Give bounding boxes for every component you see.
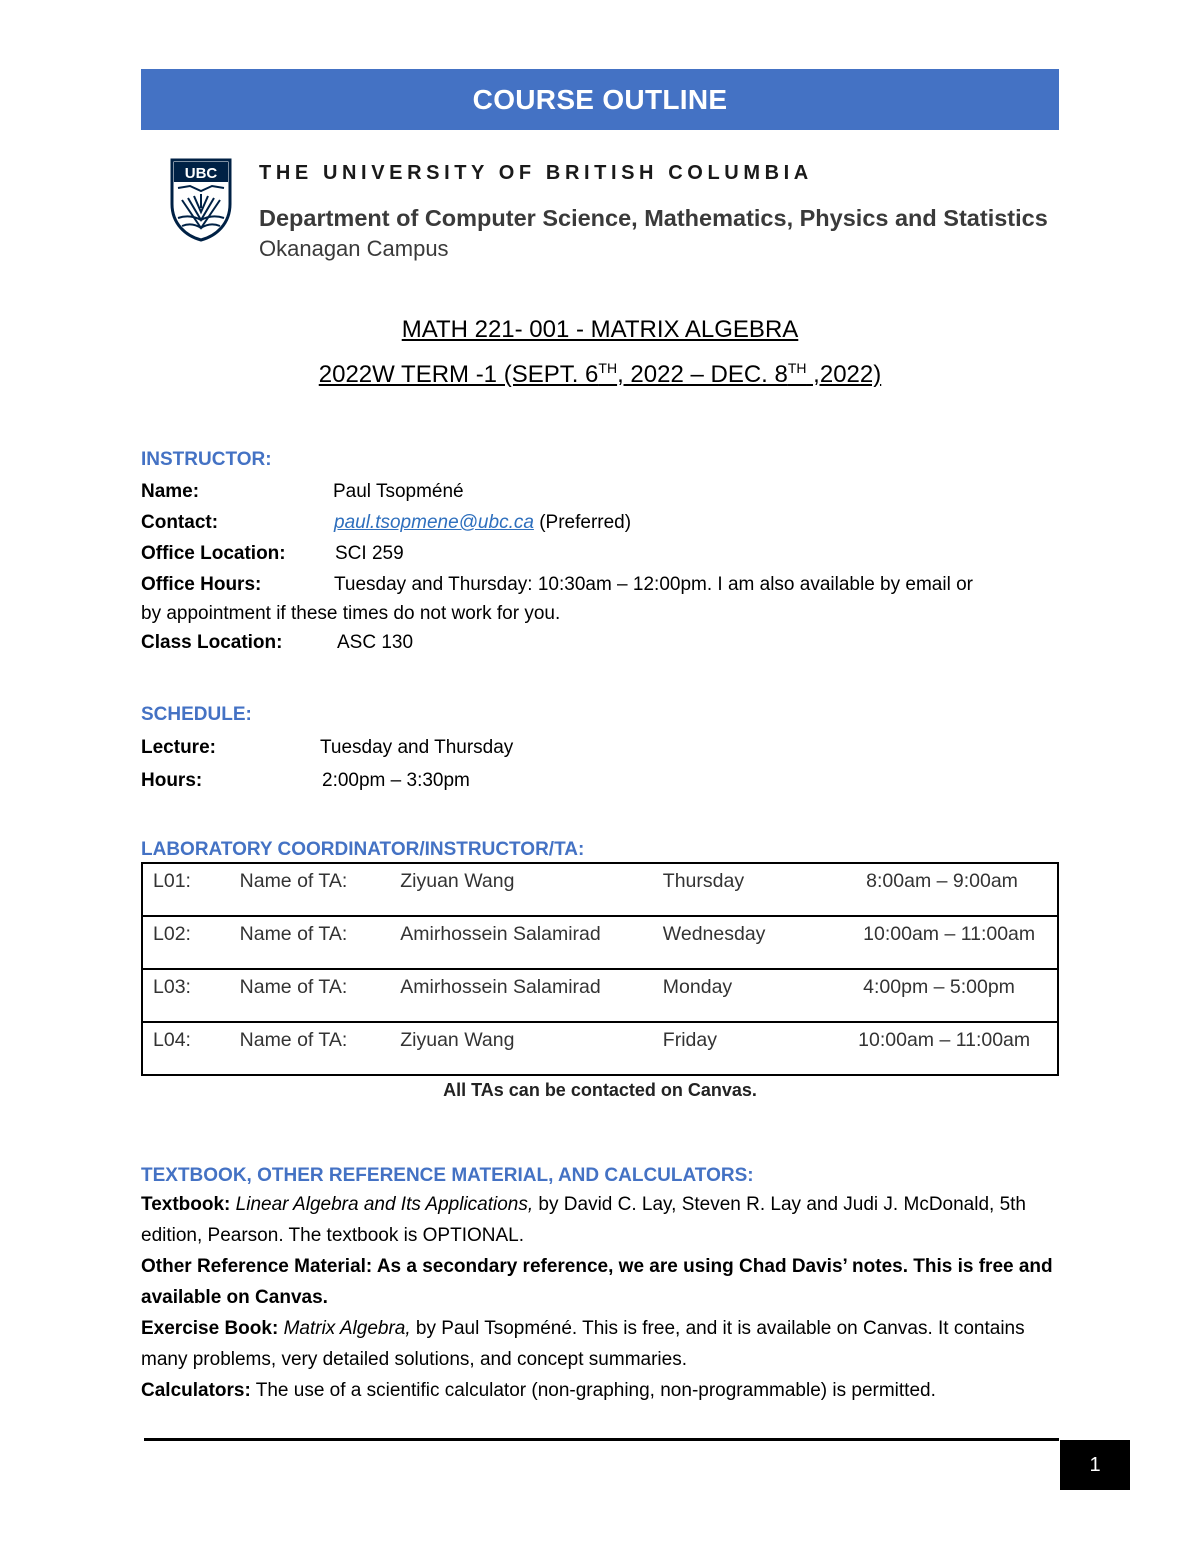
footer-divider	[144, 1438, 1059, 1441]
lecture-label: Lecture:	[141, 737, 216, 758]
ta-label: Name of TA:	[240, 916, 401, 969]
exercise-title: Matrix Algebra,	[283, 1318, 411, 1339]
lab-time: 4:00pm – 5:00pm	[854, 969, 1058, 1022]
ta-name: Ziyuan Wang	[400, 1022, 663, 1075]
department-name: Department of Computer Science, Mathematics, Physics and Statistics	[259, 205, 1048, 231]
table-row	[142, 1022, 1058, 1075]
lab-time: 10:00am – 11:00am	[854, 916, 1058, 969]
instructor-heading: INSTRUCTOR:	[141, 449, 272, 470]
lab-day: Wednesday	[663, 916, 854, 969]
university-name: THE UNIVERSITY OF BRITISH COLUMBIA	[259, 162, 813, 184]
table-row	[142, 969, 1058, 1022]
lab-section: L02:	[142, 916, 240, 969]
calculator-text: The use of a scientific calculator (non-graphing, non-programmable) is permitted.	[250, 1380, 936, 1401]
table-row	[142, 916, 1058, 969]
course-title: MATH 221- 001 - MATRIX ALGEBRA	[401, 316, 799, 343]
logo-text: UBC	[184, 165, 218, 182]
course-term: 2022W TERM -1 (SEPT. 6TH, 2022 – DEC. 8TH ,2022)	[318, 360, 882, 388]
textbook-section	[141, 1189, 1066, 1406]
ta-label: Name of TA:	[240, 1022, 401, 1075]
ta-name: Amirhossein Salamirad	[400, 969, 663, 1022]
campus-name: Okanagan Campus	[259, 236, 449, 261]
instructor-name: Paul Tsopméné	[333, 481, 464, 502]
contact-label: Contact:	[141, 512, 219, 533]
office-location: SCI 259	[335, 543, 404, 564]
ta-name: Amirhossein Salamirad	[400, 916, 663, 969]
lecture-hours: 2:00pm – 3:30pm	[322, 770, 470, 791]
exercise-paragraph	[141, 1313, 1066, 1375]
office-location-label: Office Location:	[141, 543, 286, 564]
instructor-email-link[interactable]: paul.tsopmene@ubc.ca	[334, 512, 534, 533]
ta-label: Name of TA:	[240, 863, 401, 916]
reference-label: Other Reference Material:	[141, 1256, 373, 1277]
textbook-label: Textbook:	[141, 1194, 231, 1215]
lab-time: 10:00am – 11:00am	[854, 1022, 1058, 1075]
table-row	[142, 863, 1058, 916]
ta-name: Ziyuan Wang	[400, 863, 663, 916]
labs-heading: LABORATORY COORDINATOR/INSTRUCTOR/TA:	[141, 839, 585, 860]
contact-note: (Preferred)	[539, 512, 632, 533]
reference-text: As a secondary reference, we are using Chad Davis’ notes. This is free and available on Canvas.	[141, 1256, 1053, 1308]
textbook-details: by David C. Lay, Steven R. Lay and Judi J. McDonald, 5th edition, Pearson. The textbook is OPTIONAL.	[141, 1194, 1026, 1246]
ubc-crest-logo	[170, 158, 232, 242]
reference-paragraph	[141, 1251, 1066, 1313]
ta-label: Name of TA:	[240, 969, 401, 1022]
name-label: Name:	[141, 481, 200, 502]
hours-label: Hours:	[141, 770, 203, 791]
lab-time: 8:00am – 9:00am	[854, 863, 1058, 916]
lab-day: Thursday	[663, 863, 854, 916]
class-location: ASC 130	[337, 632, 414, 653]
lab-section: L04:	[142, 1022, 240, 1075]
page-number: 1	[1060, 1440, 1130, 1490]
lab-day: Friday	[663, 1022, 854, 1075]
class-location-label: Class Location:	[141, 632, 283, 653]
schedule-heading: SCHEDULE:	[141, 704, 252, 725]
textbook-heading: TEXTBOOK, OTHER REFERENCE MATERIAL, AND CALCULATORS:	[141, 1165, 754, 1186]
textbook-paragraph	[141, 1189, 1066, 1251]
textbook-title: Linear Algebra and Its Applications,	[235, 1194, 534, 1215]
lab-table	[141, 862, 1059, 1076]
lab-section: L03:	[142, 969, 240, 1022]
ta-contact-note: All TAs can be contacted on Canvas.	[443, 1080, 757, 1100]
course-outline-banner: COURSE OUTLINE	[141, 69, 1059, 130]
lab-section: L01:	[142, 863, 240, 916]
office-hours-label: Office Hours:	[141, 574, 262, 595]
exercise-details: by Paul Tsopméné. This is free, and it is available on Canvas. It contains many problems, very detailed solutions, and concept summaries.	[141, 1318, 1025, 1370]
office-hours-continued: by appointment if these times do not work for you.	[141, 603, 561, 624]
office-hours: Tuesday and Thursday: 10:30am – 12:00pm. I am also available by email or	[334, 574, 973, 595]
calculator-label: Calculators:	[141, 1380, 251, 1401]
exercise-label: Exercise Book:	[141, 1318, 279, 1339]
lab-day: Monday	[663, 969, 854, 1022]
calculator-paragraph	[141, 1375, 1066, 1406]
lecture-days: Tuesday and Thursday	[320, 737, 514, 758]
